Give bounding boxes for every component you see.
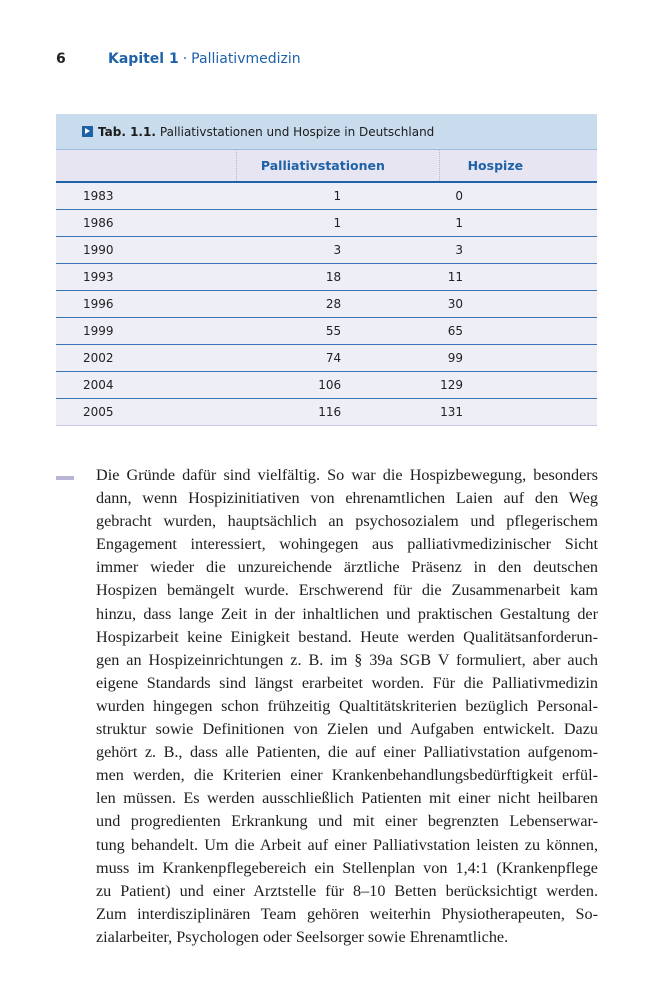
text-line: Die Gründe dafür sind vielfältig. So war die Hospizbewegung, besonders (96, 466, 598, 484)
table-row (56, 290, 597, 317)
cell-year: 1983 (56, 182, 236, 209)
cell-hospize: 3 (439, 236, 597, 263)
text-line: hinzu, dass lange Zeit in der inhaltlichen und praktischen Gestaltung der (96, 604, 598, 623)
cell-hospize: 65 (439, 317, 597, 344)
text-line: struktur sowie Definitionen von Zielen und Aufgaben entwickelt. Dazu (96, 720, 598, 739)
text-line: gebracht wurden, hauptsächlich an psychosozialem und pflegerischem (96, 512, 598, 531)
cell-year: 2002 (56, 344, 236, 371)
cell-year: 2005 (56, 398, 236, 425)
table-row (56, 263, 597, 290)
play-square-icon (82, 126, 93, 137)
table-row (56, 398, 597, 425)
cell-hospize: 1 (439, 209, 597, 236)
cell-palliativstationen: 116 (236, 398, 439, 425)
text-line: eigene Standards sind längst erarbeitet worden. Für die Palliativmedizin (96, 673, 598, 692)
cell-year: 1996 (56, 290, 236, 317)
text-line: men werden, die Kriterien einer Krankenbehandlungsbedürftigkeit erfül- (96, 766, 598, 785)
cell-palliativstationen: 1 (236, 182, 439, 209)
cell-palliativstationen: 74 (236, 344, 439, 371)
text-line: wurden hingegen schon frühzeitig Qualtitätskriterien bezüglich Personal- (96, 696, 598, 715)
text-line: tung behandelt. Um die Arbeit auf einer Palliativstation leisten zu können, (96, 835, 598, 854)
text-line: Hospizen bemängelt wurde. Erschwerend für die Zusammenarbeit kam (96, 581, 598, 600)
page-number: 6 (56, 51, 66, 67)
text-line: immer wieder die unzureichende ärztliche Präsenz in den deutschen (96, 558, 598, 577)
cell-palliativstationen: 28 (236, 290, 439, 317)
cell-palliativstationen: 1 (236, 209, 439, 236)
cell-palliativstationen: 18 (236, 263, 439, 290)
data-table-block (56, 114, 597, 426)
text-line: zu Patient) und einer Arztstelle für 8–10 Betten berücksichtigt werden. (96, 881, 598, 900)
header-separator: · (182, 51, 188, 67)
cell-hospize: 129 (439, 371, 597, 398)
cell-year: 1990 (56, 236, 236, 263)
table-row (56, 182, 597, 209)
text-line: muss im Krankenpflegebereich ein Stellenplan von 1,4:1 (Krankenpflege (96, 858, 598, 877)
text-line: zialarbeiter, Psychologen oder Seelsorger sowie Ehrenamtliche. (96, 927, 509, 946)
body-paragraph (96, 464, 598, 949)
cell-year: 1999 (56, 317, 236, 344)
cell-hospize: 11 (439, 263, 597, 290)
cell-hospize: 0 (439, 182, 597, 209)
table-caption-label: Tab. 1.1. (98, 124, 156, 139)
cell-palliativstationen: 3 (236, 236, 439, 263)
chapter-label: Kapitel 1 (108, 51, 179, 67)
cell-year: 2004 (56, 371, 236, 398)
text-line: len müssen. Es werden ausschließlich Patienten mit einer nicht heilbaren (96, 789, 598, 808)
cell-hospize: 131 (439, 398, 597, 425)
table-row (56, 344, 597, 371)
text-line: gen an Hospizeinrichtungen z. B. im § 39a SGB V formuliert, aber auch (96, 650, 598, 669)
text-line: Zum interdisziplinären Team gehören weiterhin Physiotherapeuten, So- (96, 904, 598, 923)
header-year (56, 150, 236, 182)
cell-palliativstationen: 55 (236, 317, 439, 344)
text-line: und progredienten Erkrankung und mit einer begrenzten Lebenserwar- (96, 812, 598, 831)
bullet-dash (56, 476, 74, 480)
cell-hospize: 99 (439, 344, 597, 371)
table-caption (56, 114, 597, 150)
text-line: Hospizarbeit keine Einigkeit bestand. Heute werden Qualitätsanforderun- (96, 627, 598, 646)
running-header (56, 51, 301, 73)
cell-year: 1993 (56, 263, 236, 290)
header-hospize: Hospize (439, 150, 597, 182)
cell-palliativstationen: 106 (236, 371, 439, 398)
table-row (56, 236, 597, 263)
table-row (56, 317, 597, 344)
table-header-row (56, 150, 597, 182)
table-row (56, 371, 597, 398)
text-line: Engagement interessiert, wohingegen aus palliativmedizinischer Sicht (96, 535, 598, 554)
data-table (56, 150, 597, 426)
table-caption-text: Palliativstationen und Hospize in Deutschland (159, 124, 435, 139)
table-row (56, 209, 597, 236)
header-palliativstationen: Palliativstationen (236, 150, 439, 182)
text-line: gehört z. B., dass alle Patienten, die auf einer Palliativstation aufgenom- (96, 743, 598, 762)
cell-hospize: 30 (439, 290, 597, 317)
cell-year: 1986 (56, 209, 236, 236)
chapter-title: Palliativmedizin (191, 51, 301, 67)
text-line: dann, wenn Hospizinitiativen von ehrenamtlichen Laien auf den Weg (96, 489, 598, 508)
